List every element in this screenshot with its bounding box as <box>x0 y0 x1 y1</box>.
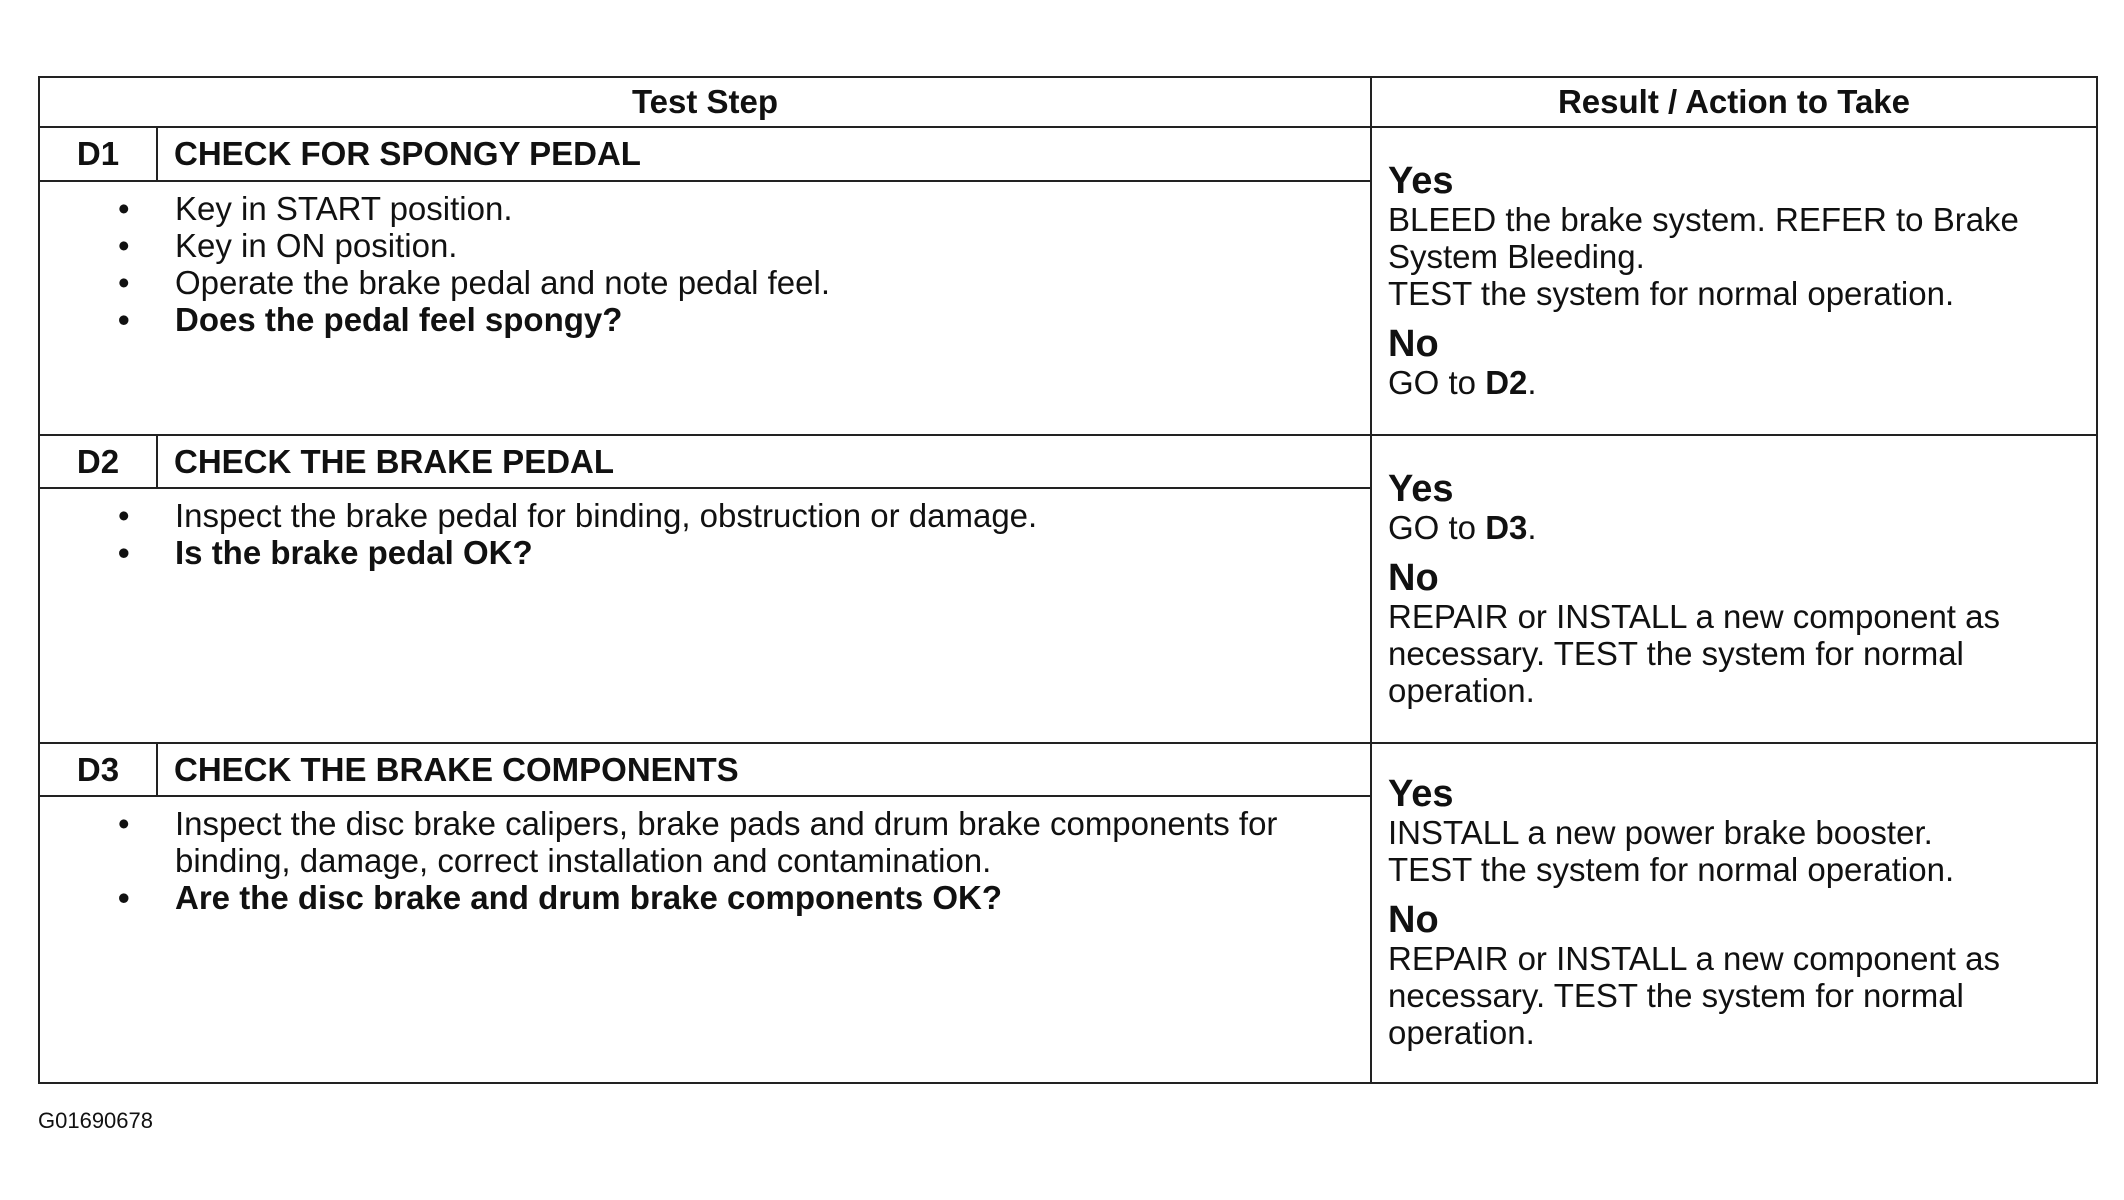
yes-action-text <box>1388 509 2090 546</box>
step-id: D1 <box>39 127 157 180</box>
no-action-text: REPAIR or INSTALL a new component as necessary. TEST the system for normal operation. <box>1388 598 2000 710</box>
step-d1-result <box>1371 127 2097 435</box>
step-d3-result <box>1371 743 2097 1083</box>
no-label: No <box>1388 557 1439 600</box>
step-reference: D3 <box>1485 509 1528 547</box>
no-result <box>1388 900 2090 1051</box>
no-action-prefix: GO to <box>1388 364 1486 402</box>
diagnostic-table <box>38 76 2098 1084</box>
no-action-text <box>1388 364 2090 401</box>
step-d3-title-row <box>39 743 2097 796</box>
yes-action-suffix: . <box>1527 509 1537 547</box>
step-title: CHECK THE BRAKE COMPONENTS <box>157 743 1371 796</box>
step-d2-result <box>1371 435 2097 743</box>
list-item: • Key in START position. <box>175 190 1370 227</box>
yes-action-prefix: GO to <box>1388 509 1486 547</box>
list-item: • Inspect the brake pedal for binding, obstruction or damage. <box>175 497 1370 534</box>
step-question: • Are the disc brake and drum brake components OK? <box>175 879 1370 916</box>
yes-action-text: BLEED the brake system. REFER to Brake System Bleeding. <box>1388 201 2019 276</box>
step-list <box>40 489 1370 571</box>
step-title: CHECK FOR SPONGY PEDAL <box>157 127 1371 180</box>
step-instructions <box>39 796 1371 1083</box>
yes-label: Yes <box>1388 468 1454 511</box>
step-list <box>40 182 1370 338</box>
list-item: • Key in ON position. <box>175 227 1370 264</box>
figure-id: G01690678 <box>38 1108 153 1133</box>
table-header-row <box>39 77 2097 127</box>
step-instructions <box>39 181 1371 436</box>
yes-result <box>1388 774 2090 888</box>
yes-result <box>1388 469 2090 546</box>
step-instructions <box>39 488 1371 743</box>
list-item: • Operate the brake pedal and note pedal feel. <box>175 264 1370 301</box>
no-result <box>1388 558 2090 709</box>
no-result <box>1388 324 2090 401</box>
yes-label: Yes <box>1388 773 1454 816</box>
yes-action-text: TEST the system for normal operation. <box>1388 851 1955 889</box>
step-d2-title-row <box>39 435 2097 488</box>
yes-result <box>1388 161 2090 312</box>
no-action-suffix: . <box>1527 364 1537 402</box>
step-question: • Does the pedal feel spongy? <box>175 301 1370 338</box>
header-result-action: Result / Action to Take <box>1371 77 2097 127</box>
no-label: No <box>1388 323 1439 366</box>
yes-label: Yes <box>1388 160 1454 203</box>
header-test-step: Test Step <box>39 77 1371 127</box>
step-id: D3 <box>39 743 157 796</box>
no-label: No <box>1388 899 1439 942</box>
step-title: CHECK THE BRAKE PEDAL <box>157 435 1371 488</box>
step-reference: D2 <box>1485 364 1528 402</box>
step-question: • Is the brake pedal OK? <box>175 534 1370 571</box>
step-id: D2 <box>39 435 157 488</box>
yes-action-text: INSTALL a new power brake booster. <box>1388 814 1933 852</box>
no-action-text: REPAIR or INSTALL a new component as necessary. TEST the system for normal operation. <box>1388 940 2000 1052</box>
yes-action-text: TEST the system for normal operation. <box>1388 275 1955 313</box>
list-item: • Inspect the disc brake calipers, brake pads and drum brake components for binding, damage, correct installation and contamination. <box>175 805 1370 879</box>
step-list <box>40 797 1370 916</box>
step-d1-title-row <box>39 127 2097 180</box>
